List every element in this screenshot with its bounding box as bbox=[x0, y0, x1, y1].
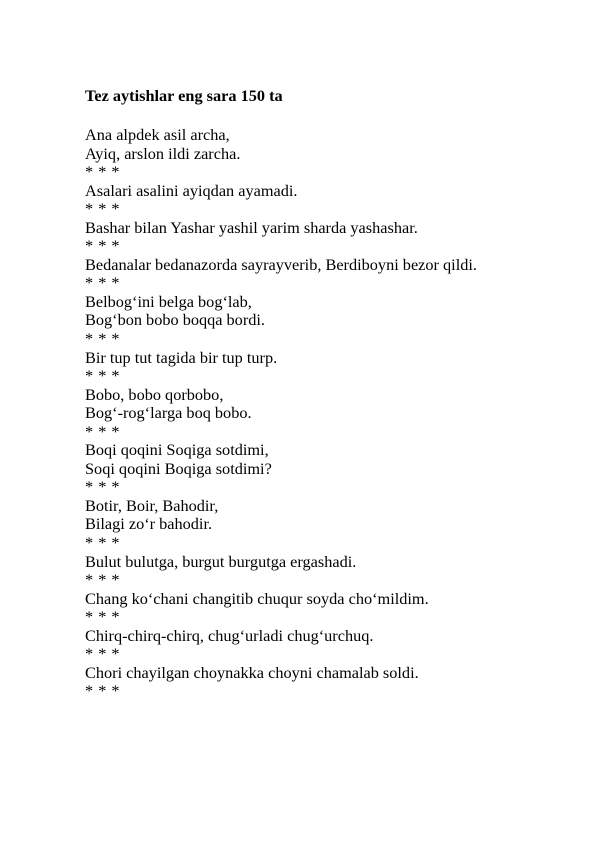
separator: * * * bbox=[85, 366, 121, 386]
separator: * * * bbox=[85, 162, 121, 182]
text-line: Asalari asalini ayiqdan ayamadi. bbox=[85, 180, 298, 200]
separator: * * * bbox=[85, 644, 121, 664]
text-line: Chirq-chirq-chirq, chug‘urladi chug‘urchuq. bbox=[85, 625, 374, 645]
text-line: Boqi qoqini Soqiga sotdimi, bbox=[85, 440, 269, 460]
separator: * * * bbox=[85, 329, 121, 349]
document-page bbox=[85, 86, 565, 701]
text-line: Botir, Boir, Bahodir, bbox=[85, 495, 219, 515]
text-line: Soqi qoqini Boqiga sotdimi? bbox=[85, 458, 272, 478]
separator: * * * bbox=[85, 236, 121, 256]
text-line: Bog‘bon bobo boqqa bordi. bbox=[85, 310, 265, 330]
text-line: Chang ko‘chani changitib chuqur soyda cho‘mildim. bbox=[85, 588, 429, 608]
text-line: Bog‘-rog‘larga boq bobo. bbox=[85, 403, 252, 423]
separator: * * * bbox=[85, 273, 121, 293]
text-line: Bir tup tut tagida bir tup turp. bbox=[85, 347, 278, 367]
text-line: Bashar bilan Yashar yashil yarim sharda yashashar. bbox=[85, 217, 418, 237]
separator: * * * bbox=[85, 681, 121, 701]
separator: * * * bbox=[85, 199, 121, 219]
separator: * * * bbox=[85, 477, 121, 497]
text-line: Ayiq, arslon ildi zarcha. bbox=[85, 143, 241, 163]
text-line: Ana alpdek asil archa, bbox=[85, 125, 230, 144]
document-title: Tez aytishlar eng sara 150 ta bbox=[85, 86, 283, 105]
separator: * * * bbox=[85, 421, 121, 441]
text-line: Bobo, bobo qorbobo, bbox=[85, 384, 224, 404]
text-line: Bulut bulutga, burgut burgutga ergashadi. bbox=[85, 551, 357, 571]
text-line: Belbog‘ini belga bog‘lab, bbox=[85, 291, 252, 311]
text-line: Bedanalar bedanazorda sayrayverib, Berdiboyni bezor qildi. bbox=[85, 254, 477, 274]
separator: * * * bbox=[85, 607, 121, 627]
separator: * * * bbox=[85, 570, 121, 590]
text-line: Chori chayilgan choynakka choyni chamalab soldi. bbox=[85, 662, 419, 682]
text-line: Bilagi zo‘r bahodir. bbox=[85, 514, 213, 534]
separator: * * * bbox=[85, 533, 121, 553]
document-body bbox=[85, 126, 565, 701]
